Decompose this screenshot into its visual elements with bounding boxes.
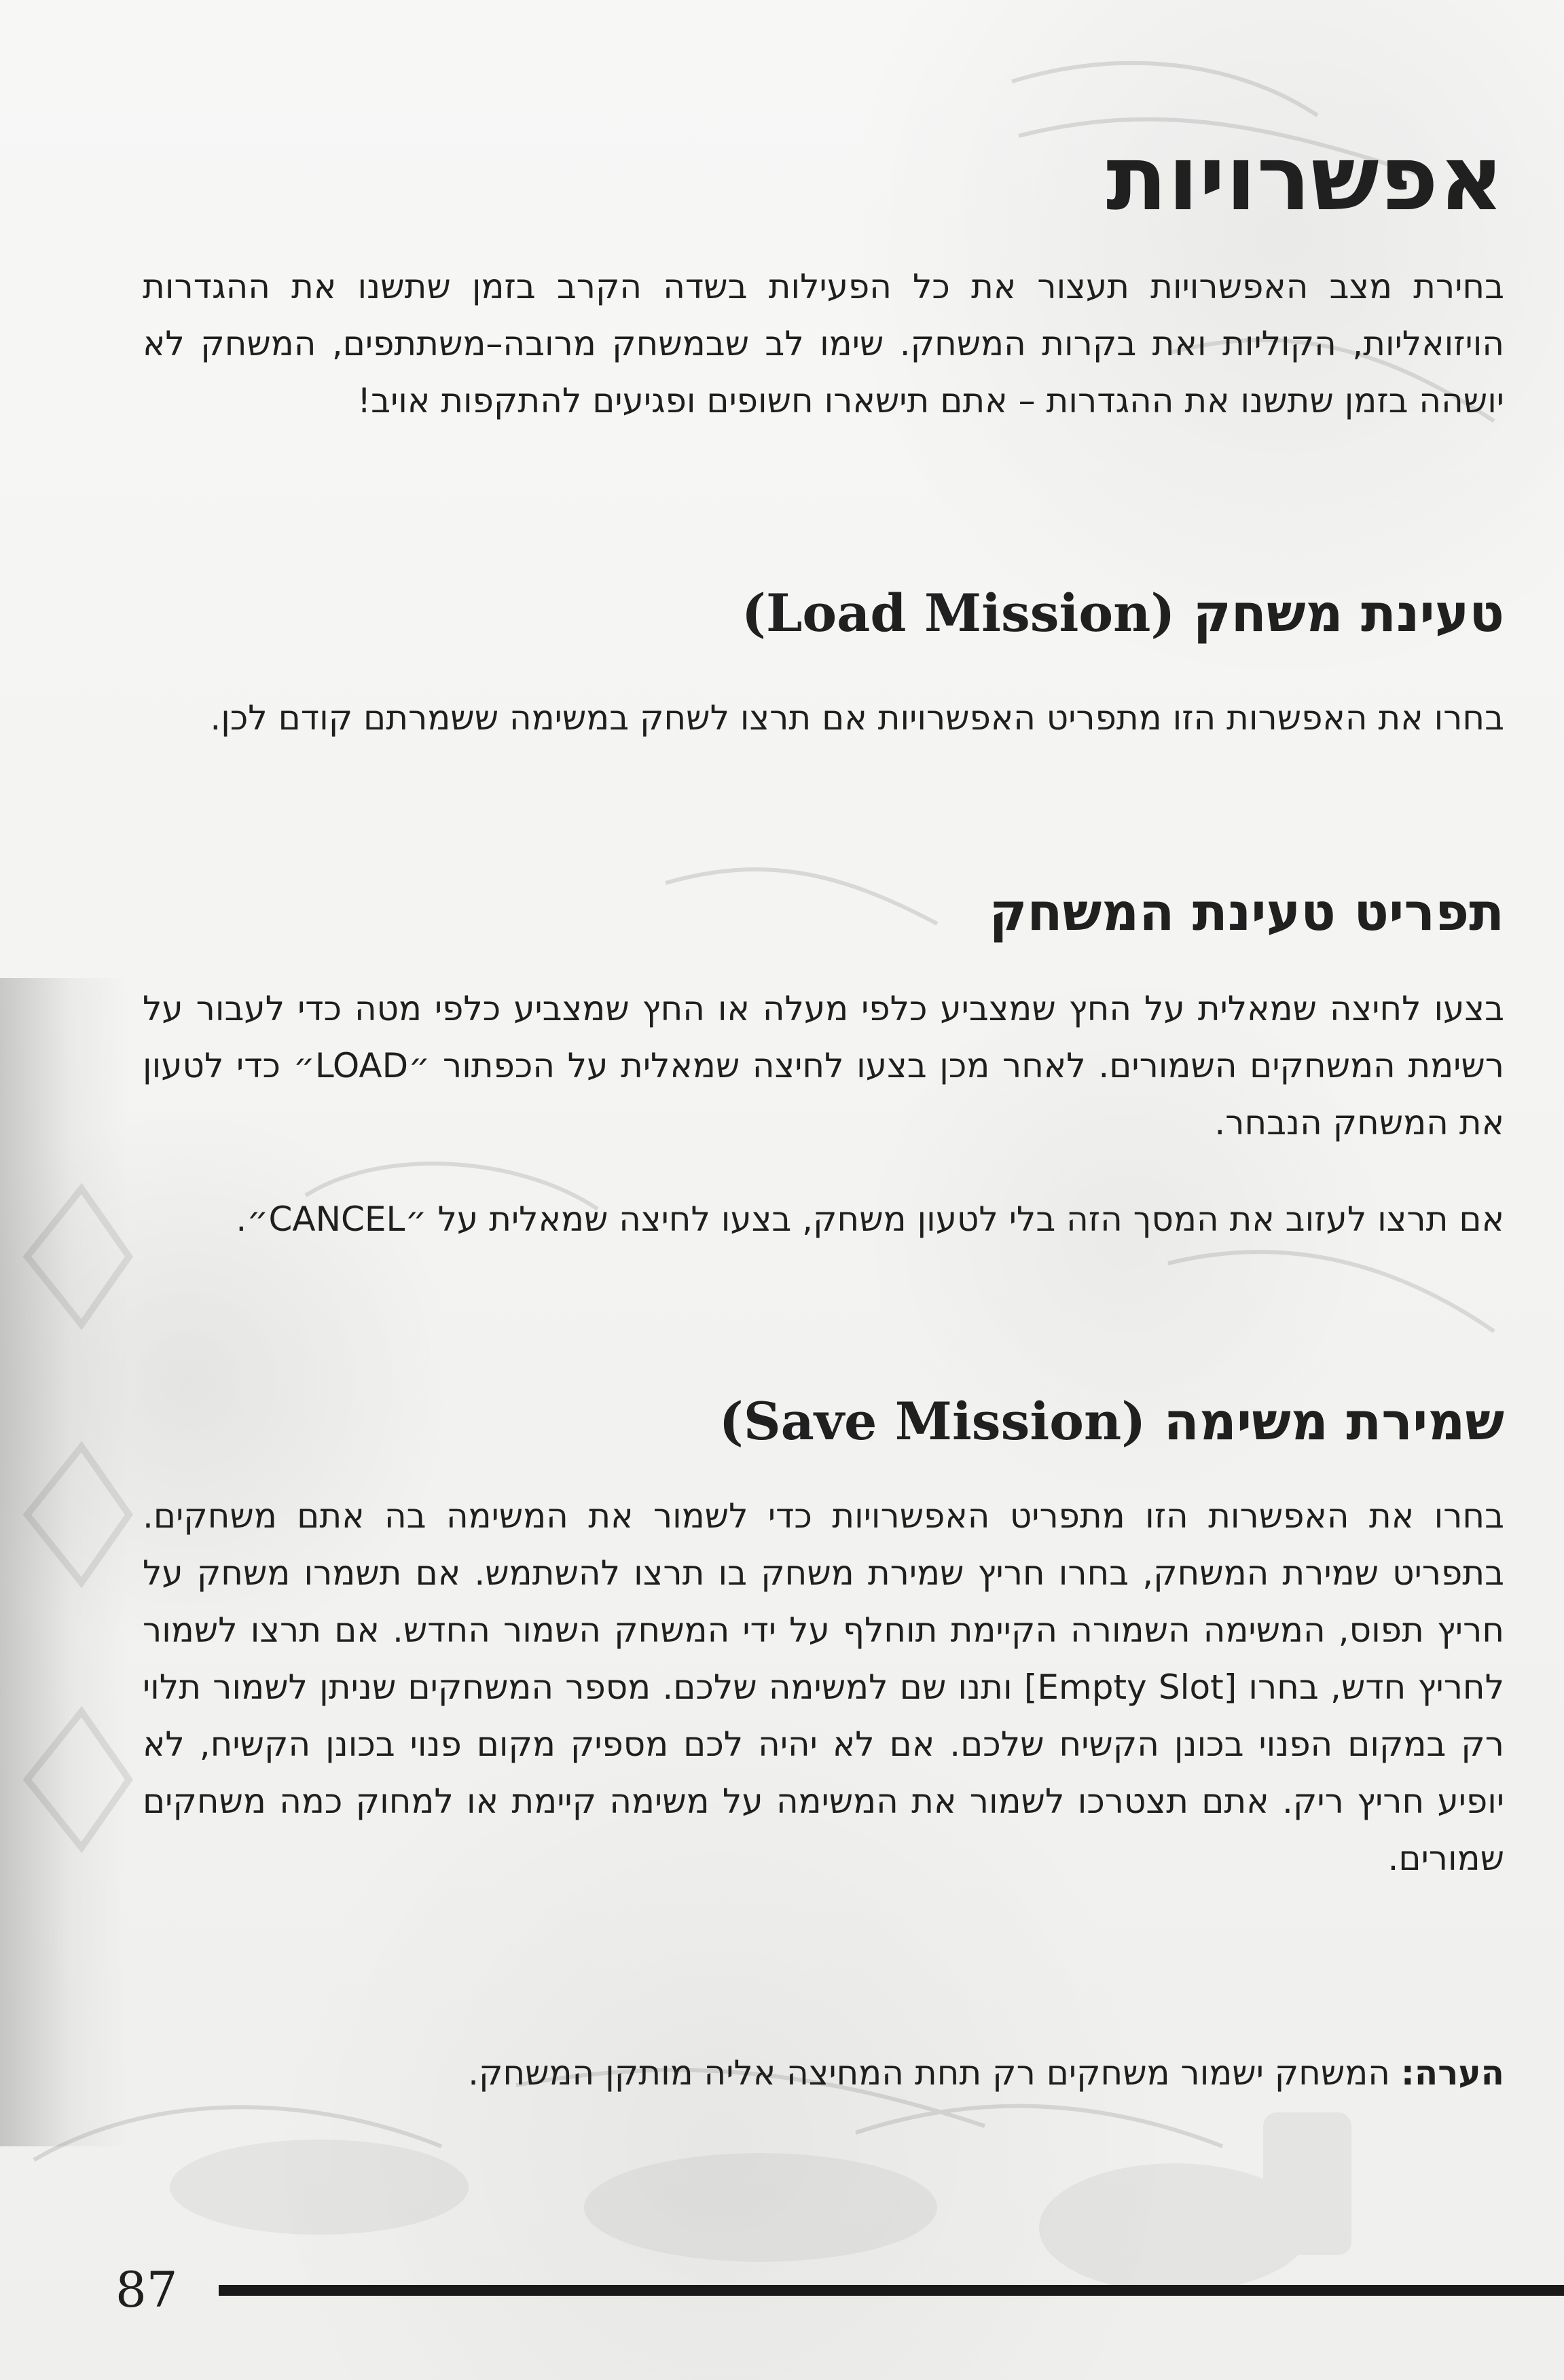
load-menu-paragraph-1: בצעו לחיצה שמאלית על החץ שמצביע כלפי מעלה או החץ שמצביע כלפי מטה כדי לעבור על רשימת המשחקים השמורים. לאחר מכן בצעו לחיצה שמאלית על הכפתור ״LOAD״ כדי לטעון את המשחק הנבחר. (143, 989, 1504, 1142)
load-mission-paragraph: בחרו את האפשרות הזו מתפריט האפשרויות אם תרצו לשחק במשימה ששמרתם קודם לכן. (210, 698, 1504, 738)
page-title: אפשרויות (1106, 126, 1504, 231)
page-number: 87 (115, 2261, 178, 2318)
intro-paragraph: בחירת מצב האפשרויות תעצור את כל הפעילות בשדה הקרב בזמן שתשנו את ההגדרות הויזואליות, הקוליות ואת בקרות המשחק. שימו לב שבמשחק מרובה–משתתפים, המשחק לא יושהה בזמן שתשנו את ההגדרות – אתם תישארו חשופים ופגיעים להתקפות אויב! (143, 267, 1504, 420)
save-mission-heading-hebrew: שמירת משימה (1163, 1391, 1504, 1452)
load-menu-heading: תפריט טעינת המשחק (989, 882, 1504, 942)
note-paragraph (143, 2044, 1504, 2102)
note-label: הערה: (1400, 2053, 1504, 2093)
save-mission-heading-english: (Save Mission) (719, 1391, 1146, 1452)
load-mission-heading-hebrew: טעינת משחק (1193, 583, 1504, 643)
save-mission-paragraph: בחרו את האפשרות הזו מתפריט האפשרויות כדי לשמור את המשימה בה אתם משחקים. בתפריט שמירת המשחק, בחרו חריץ שמירת משחק בו תרצו להשתמש. אם תשמרו משחק על חריץ תפוס, המשימה השמורה הקיימת תוחלף על ידי המשחק השמור החדש. אם תרצו לשמור לחריץ חדש, בחרו [Empty Slot] ותנו שם למשימה שלכם. מספר המשחקים שניתן לשמור תלוי רק במקום הפנוי בכונן הקשיח שלכם. אם לא יהיה לכם מספיק מקום פנוי בכונן הקשיח, לא יופיע חריץ ריק. אתם תצטרכו לשמור את המשימה על משימה קיימת או למחוק כמה משחקים שמורים. (143, 1496, 1505, 1878)
load-mission-heading-english: (Load Mission) (742, 583, 1176, 643)
note-text: המשחק ישמור משחקים רק תחת המחיצה אליה מותקן המשחק. (468, 2053, 1390, 2093)
footer-rule (219, 2285, 1564, 2296)
load-mission-heading (742, 583, 1504, 643)
page-footer (115, 2261, 1564, 2318)
load-menu-paragraph-2: אם תרצו לעזוב את המסך הזה בלי לטעון משחק, בצעו לחיצה שמאלית על ״CANCEL״. (236, 1200, 1504, 1239)
save-mission-heading (719, 1391, 1504, 1452)
page-shadow (0, 978, 129, 2146)
